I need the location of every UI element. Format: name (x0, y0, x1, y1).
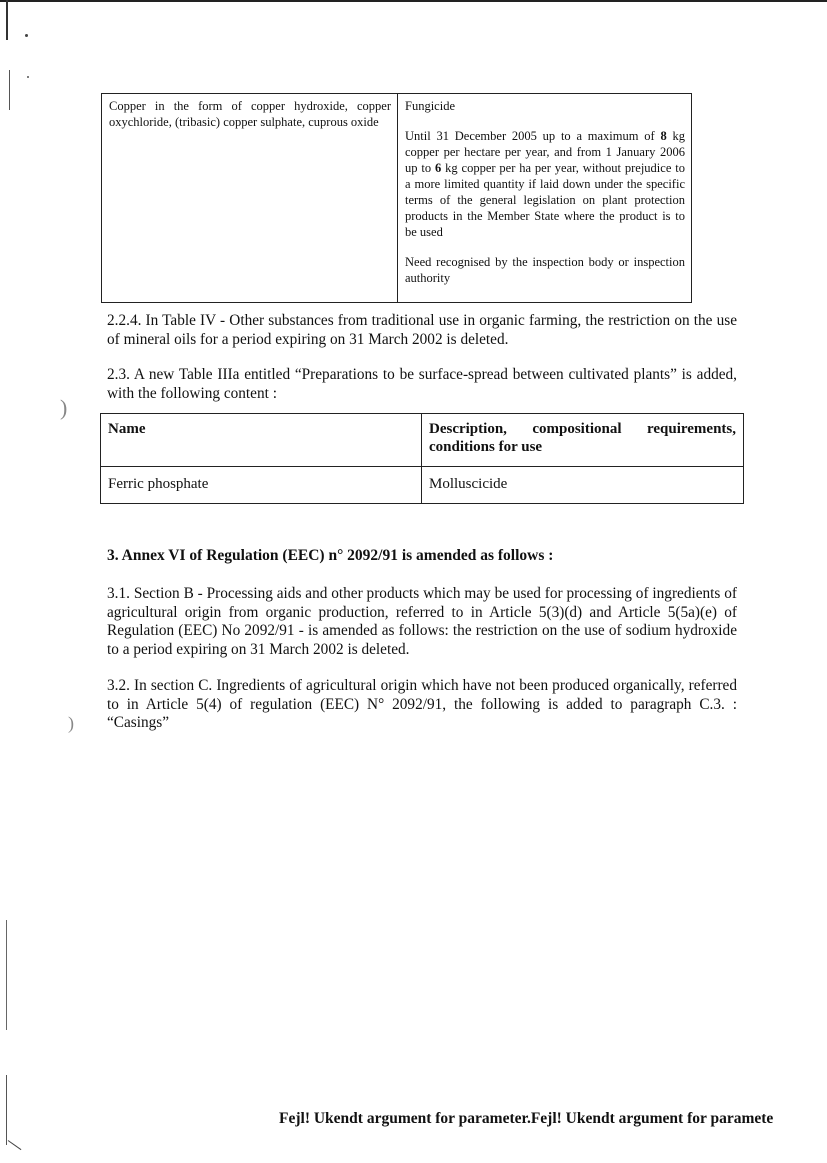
page-footer: Fejl! Ukendt argument for parameter.Fejl! Ukendt argument for paramete (279, 1110, 774, 1127)
need-text: Need recognised by the inspection body or inspection authority (405, 255, 685, 285)
substance-cell: Copper in the form of copper hydroxide, copper oxychloride, (tribasic) copper sulphate, cuprous oxide (102, 94, 398, 303)
paragraph-3-1: 3.1. Section B - Processing aids and other products which may be used for processing of ingredients of agricultural origin from organic production, referred to in Article 5(3)(d) and Article 5(5a)(e) of Regulation (EEC) No 2092/91 - is amended as follows: the restriction on the use of sodium hydroxide to a period expiring on 31 March 2002 is deleted. (107, 585, 737, 658)
scan-edge-left (6, 0, 8, 40)
column-header-description: Description, compositional requirements, conditions for use (422, 414, 744, 467)
copper-table (101, 93, 692, 303)
column-header-name: Name (101, 414, 422, 467)
scan-edge-corner (8, 1140, 22, 1150)
conditions-text: Until 31 December 2005 up to a maximum of 8 kg copper per hectare per year, and from 1 January 2006 up to 6 kg copper per ha per year, without prejudice to a more limited quantity if laid down under the specific terms of the general legislation on plant protection products in the Member State where the product is to be used (405, 129, 685, 239)
description-cell (398, 94, 692, 303)
cell-description: Molluscicide (422, 467, 744, 504)
table-header-row (101, 414, 744, 467)
punch-hole-mark: ) (68, 713, 74, 733)
cell-name: Ferric phosphate (101, 467, 422, 504)
use-text: Fungicide (405, 99, 455, 113)
scan-edge-left (9, 70, 10, 110)
table-iiia (100, 413, 744, 504)
table-row (102, 94, 692, 303)
punch-mark (27, 76, 29, 78)
section-heading-3: 3. Annex VI of Regulation (EEC) n° 2092/91 is amended as follows : (107, 547, 554, 564)
paragraph-2-3: 2.3. A new Table IIIa entitled “Preparations to be surface-spread between cultivated plants” is added, with the following content : (107, 366, 737, 402)
paragraph-3-2: 3.2. In section C. Ingredients of agricultural origin which have not been produced organically, referred to in Article 5(4) of regulation (EEC) N° 2092/91, the following is added to paragraph C.3. : “Casings” (107, 677, 737, 731)
punch-hole-mark: ) (60, 395, 68, 420)
scan-edge-left (6, 920, 7, 1030)
scan-edge-top (0, 0, 827, 2)
paragraph-2-2-4: 2.2.4. In Table IV - Other substances from traditional use in organic farming, the restriction on the use of mineral oils for a period expiring on 31 March 2002 is deleted. (107, 312, 737, 348)
punch-mark (25, 34, 28, 37)
table-row (101, 467, 744, 504)
scan-edge-left (6, 1075, 7, 1145)
